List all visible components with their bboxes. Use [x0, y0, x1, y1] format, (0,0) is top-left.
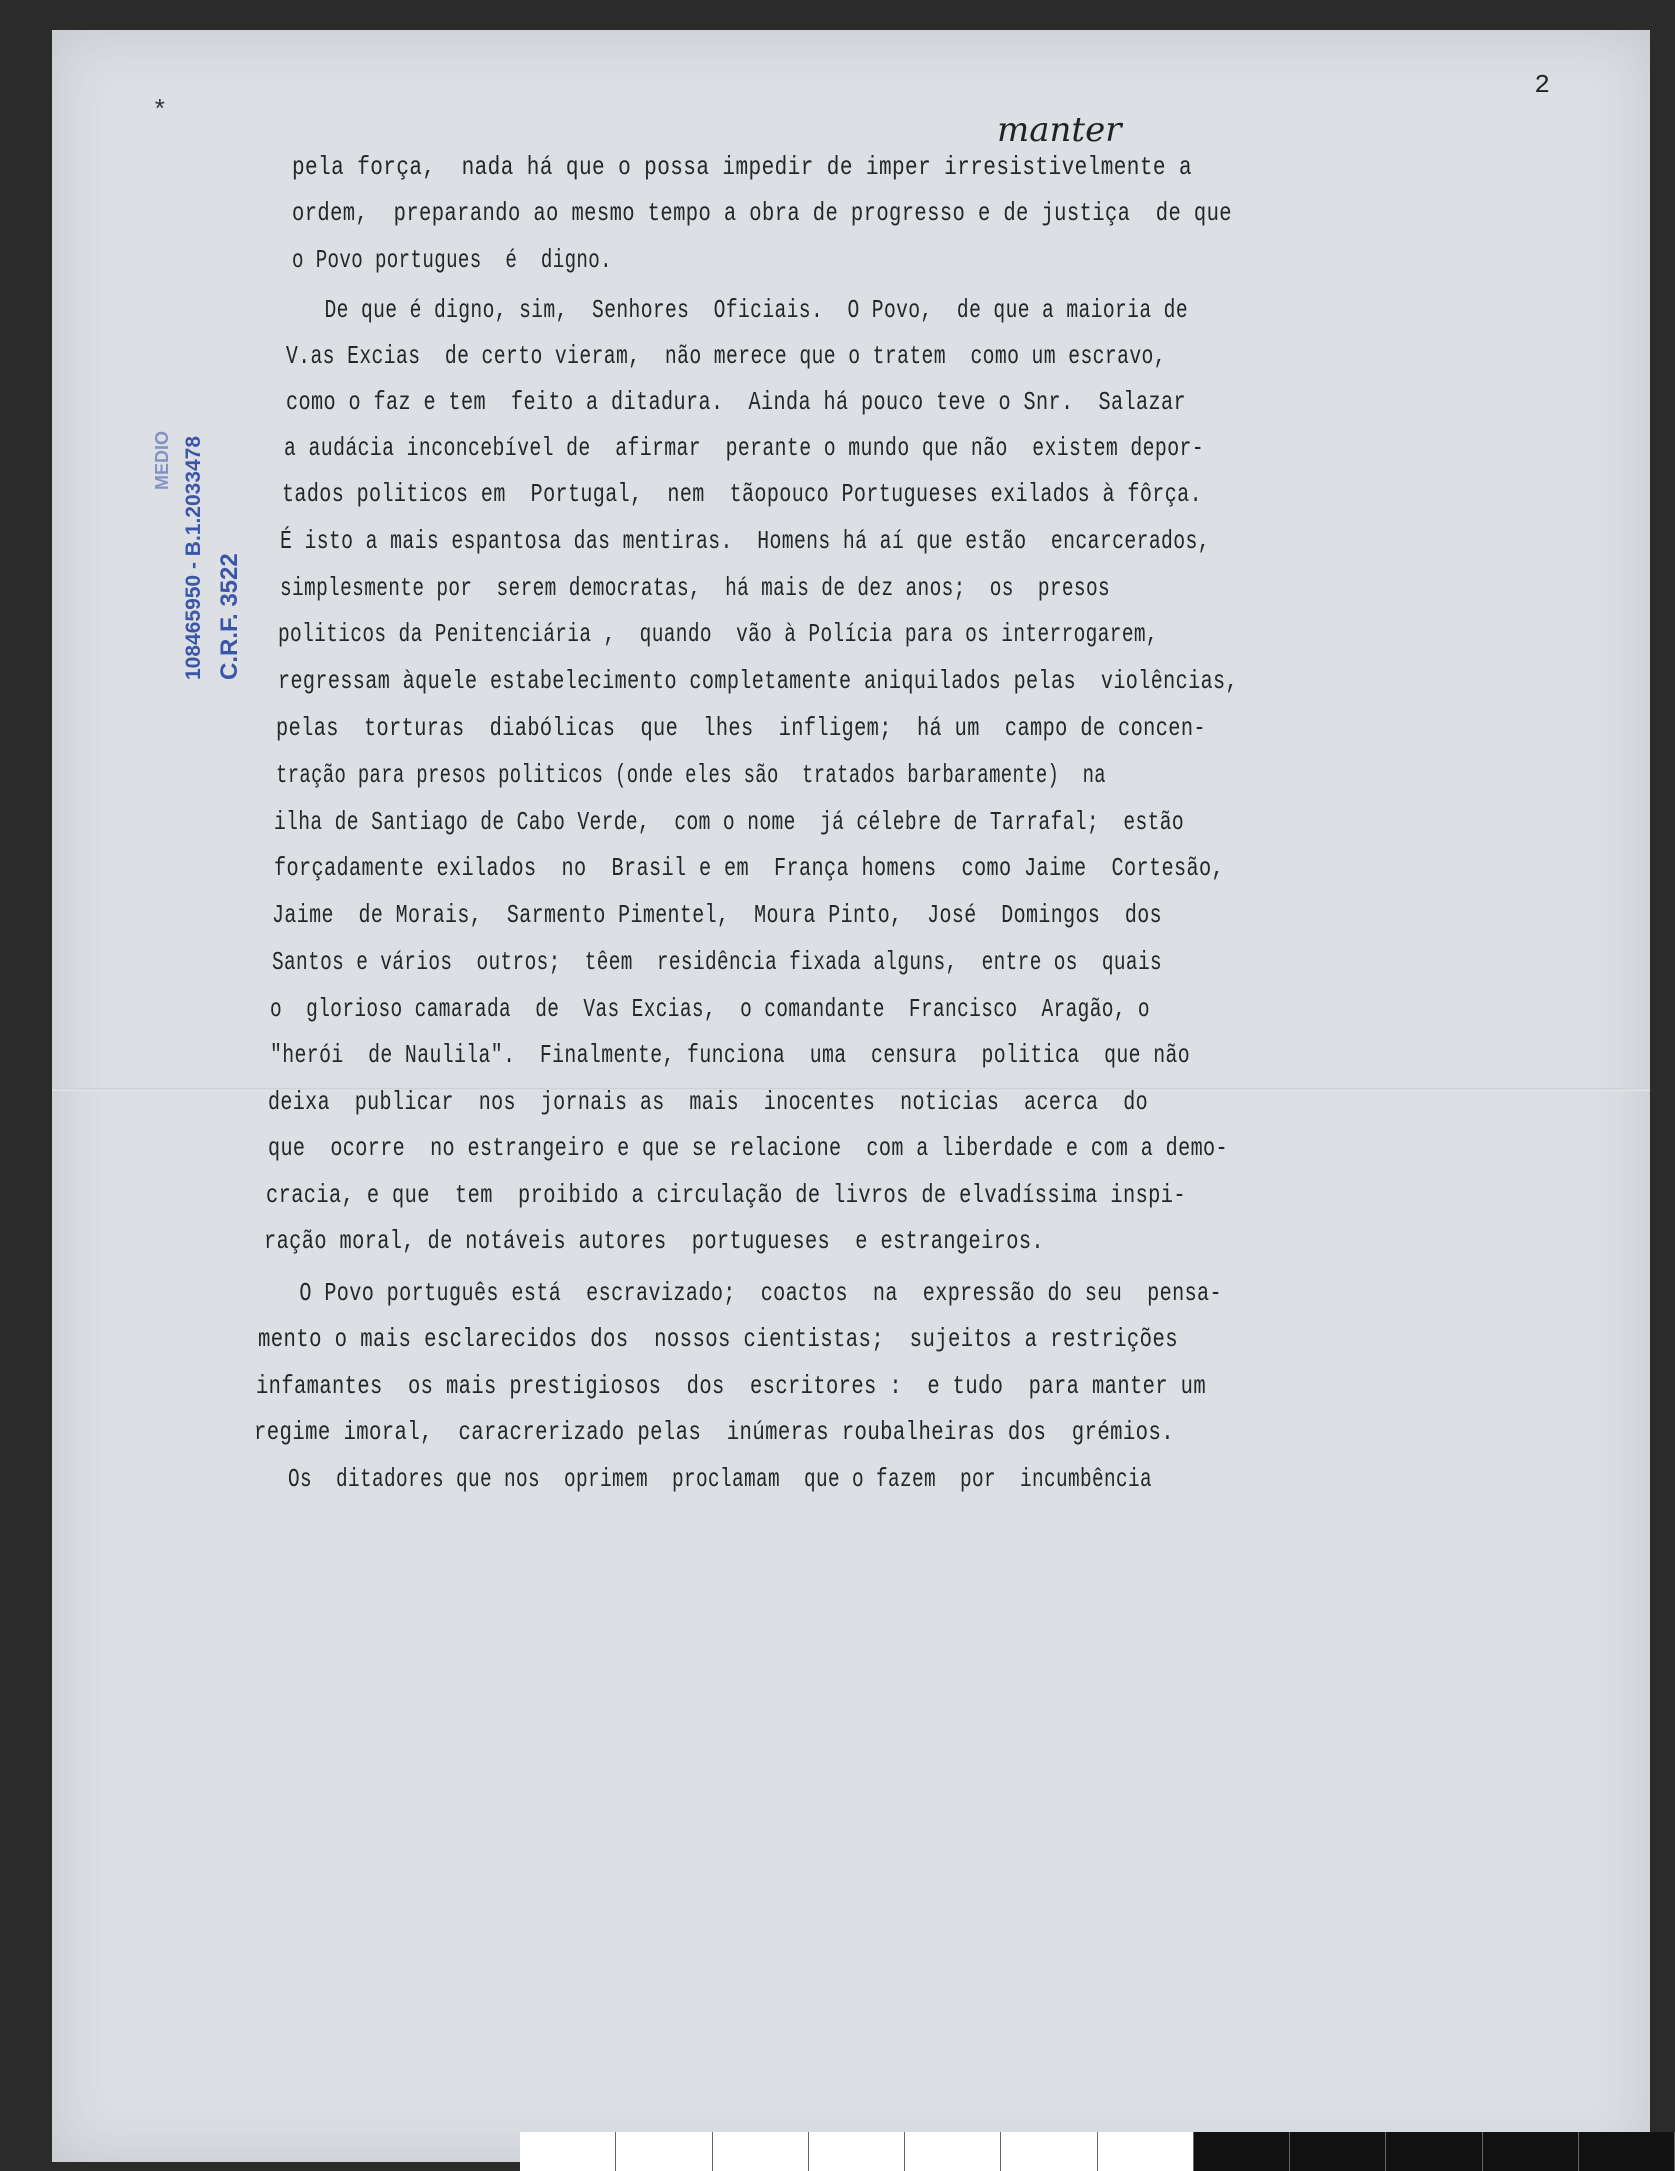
text-line: "herói de Naulila". Finalmente, funciona uma censura politica que não [270, 1040, 1190, 1070]
text-line: deixa publicar nos jornais as mais inocentes noticias acerca do [268, 1087, 1148, 1117]
text-line: De que é digno, sim, Senhores Oficiais. O Povo, de que a maioria de [288, 295, 1188, 325]
text-line: o glorioso camarada de Vas Excias, o comandante Francisco Aragão, o [270, 994, 1150, 1024]
text-line: Os ditadores que nos oprimem proclamam que o fazem por incumbência [252, 1464, 1152, 1494]
stamp-line-3: C.R.F. 3522 [216, 553, 243, 680]
text-line: Santos e vários outros; têem residência fixada alguns, entre os quais [272, 947, 1162, 977]
text-line: O Povo português está escravizado; coactos na expressão do seu pensa- [262, 1278, 1222, 1308]
text-line: forçadamente exilados no Brasil e em França homens como Jaime Cortesão, [274, 853, 1224, 883]
text-line: o Povo portugues é digno. [292, 245, 612, 275]
scale-ruler [520, 2132, 1675, 2171]
text-line: ilha de Santiago de Cabo Verde, com o nome já célebre de Tarrafal; estão [274, 807, 1184, 837]
text-line: Jaime de Morais, Sarmento Pimentel, Moura Pinto, José Domingos dos [272, 900, 1162, 930]
handwritten-insertion: manter [997, 110, 1122, 150]
text-line: tados politicos em Portugal, nem tãopouco Portugueses exilados à fôrça. [282, 479, 1202, 509]
stamp-line-2: 108465950 - B.1.2033478 [182, 435, 205, 680]
text-line: tração para presos politicos (onde eles são tratados barbaramente) na [276, 760, 1106, 790]
text-line: regime imoral, caracrerizado pelas inúmeras roubalheiras dos grémios. [254, 1417, 1174, 1447]
margin-mark: * [152, 96, 168, 126]
text-line: que ocorre no estrangeiro e que se relacione com a liberdade e com a demo- [268, 1133, 1228, 1163]
text-line: pela força, nada há que o possa impedir de imper irresistivelmente a [292, 152, 1192, 182]
text-line: regressam àquele estabelecimento completamente aniquilados pelas violências, [278, 666, 1238, 696]
text-line: simplesmente por serem democratas, há mais de dez anos; os presos [280, 573, 1110, 603]
text-line: V.as Excias de certo vieram, não merece que o tratem como um escravo, [286, 341, 1166, 371]
text-line: ração moral, de notáveis autores portugueses e estrangeiros. [264, 1226, 1044, 1256]
document-page [52, 30, 1650, 2162]
text-line: mento o mais esclarecidos dos nossos cientistas; sujeitos a restrições [258, 1324, 1178, 1354]
text-line: cracia, e que tem proibido a circulação de livros de elvadíssima inspi- [266, 1180, 1186, 1210]
text-line: É isto a mais espantosa das mentiras. Homens há aí que estão encarcerados, [280, 526, 1210, 556]
archive-stamp [152, 320, 262, 700]
text-line: pelas torturas diabólicas que lhes infligem; há um campo de concen- [276, 713, 1206, 743]
text-line: como o faz e tem feito a ditadura. Ainda há pouco teve o Snr. Salazar [286, 387, 1186, 417]
text-line: a audácia inconcebível de afirmar perante o mundo que não existem depor- [284, 433, 1204, 463]
text-line: infamantes os mais prestigiosos dos escritores : e tudo para manter um [256, 1371, 1206, 1401]
page-number: 2 [1534, 70, 1550, 100]
text-line: politicos da Penitenciária , quando vão à Polícia para os interrogarem, [278, 619, 1158, 649]
stamp-line-1: MEDIO [152, 430, 172, 490]
text-line: ordem, preparando ao mesmo tempo a obra de progresso e de justiça de que [292, 198, 1232, 228]
